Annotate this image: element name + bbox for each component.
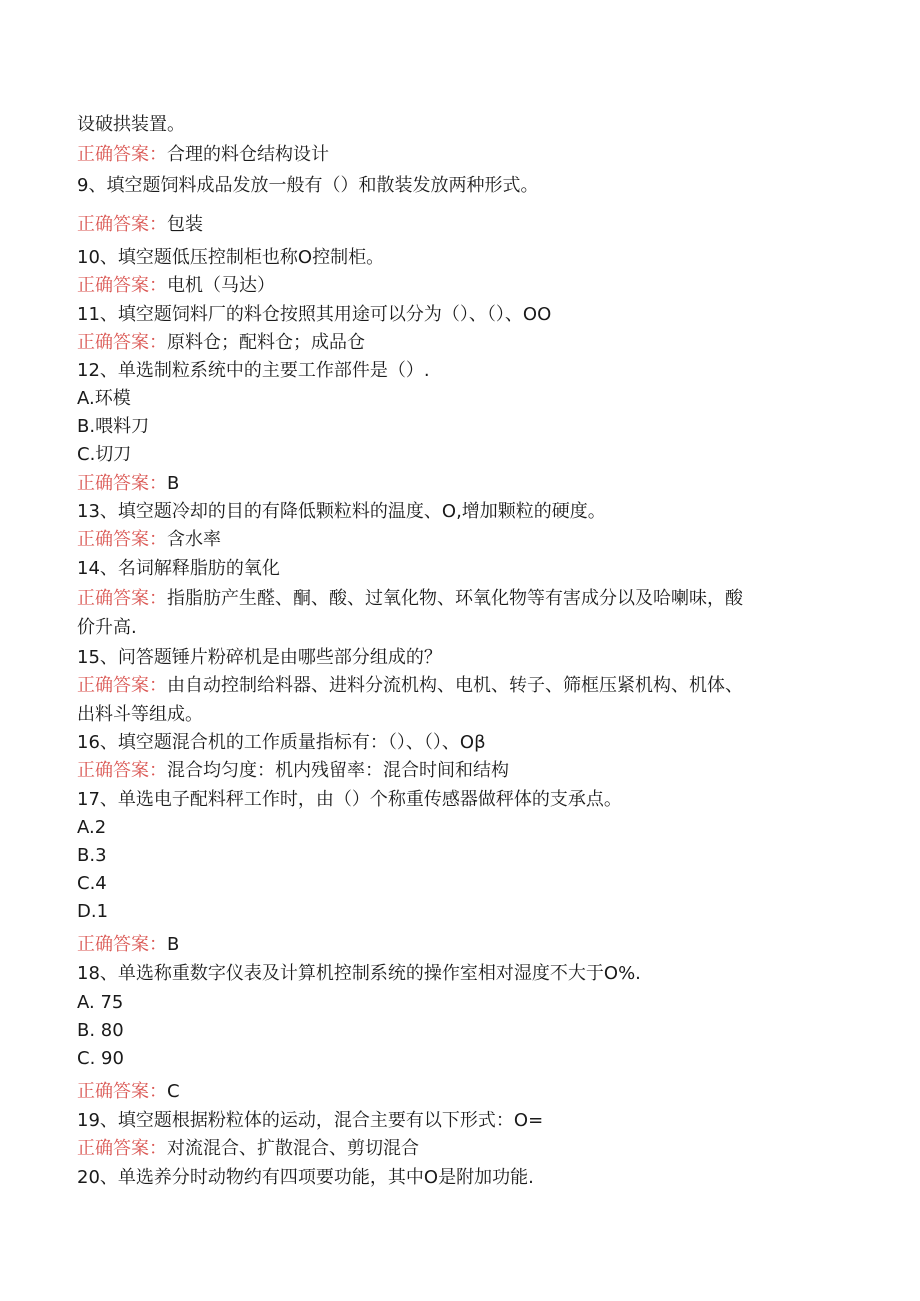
question-line: 17、单选电子配料秤工作时，由（）个称重传感器做秤体的支承点。	[77, 789, 622, 810]
answer-line: 正确答案：C	[77, 1081, 180, 1102]
answer-label: 正确答案：	[77, 588, 167, 609]
option-line: C. 90	[77, 1048, 124, 1069]
answer-line: 正确答案：合理的料仓结构设计	[77, 144, 329, 165]
answer-line: 正确答案：包装	[77, 214, 203, 235]
answer-label: 正确答案：	[77, 332, 167, 353]
question-line: 10、填空题低压控制柜也称O控制柜。	[77, 247, 385, 268]
text-line: 出料斗等组成。	[77, 704, 203, 725]
answer-label: 正确答案：	[77, 275, 167, 296]
text-line: 设破拱装置。	[77, 114, 185, 135]
answer-line: 正确答案：电机（马达）	[77, 275, 275, 296]
question-line: 11、填空题饲料厂的料仓按照其用途可以分为（）、（）、OO	[77, 304, 552, 325]
text-line: 价升高.	[77, 617, 137, 638]
answer-line: 正确答案：原料仓；配料仓；成品仓	[77, 332, 365, 353]
question-line: 9、填空题饲料成品发放一般有（）和散装发放两种形式。	[77, 175, 539, 196]
answer-line: 正确答案：B	[77, 934, 180, 955]
answer-label: 正确答案：	[77, 760, 167, 781]
option-line: C.切刀	[77, 444, 132, 465]
answer-label: 正确答案：	[77, 675, 167, 696]
question-line: 14、名词解释脂肪的氧化	[77, 558, 280, 579]
question-line: 16、填空题混合机的工作质量指标有：（）、（）、Oβ	[77, 732, 486, 753]
answer-line: 正确答案：对流混合、扩散混合、剪切混合	[77, 1138, 419, 1159]
question-line: 15、问答题锤片粉碎机是由哪些部分组成的？	[77, 647, 442, 668]
answer-label: 正确答案：	[77, 214, 167, 235]
option-line: D.1	[77, 901, 109, 922]
answer-label: 正确答案：	[77, 934, 167, 955]
option-line: A.2	[77, 817, 107, 838]
option-line: B. 80	[77, 1020, 124, 1041]
option-line: B.3	[77, 845, 107, 866]
answer-label: 正确答案：	[77, 529, 167, 550]
option-line: A.环模	[77, 388, 131, 409]
answer-line: 正确答案：指脂肪产生醛、酮、酸、过氧化物、环氧化物等有害成分以及哈喇味，酸	[77, 588, 743, 609]
question-line: 19、填空题根据粉粒体的运动，混合主要有以下形式：O=	[77, 1110, 544, 1131]
option-line: B.喂料刀	[77, 416, 150, 437]
question-line: 18、单选称重数字仪表及计算机控制系统的操作室相对湿度不大于O%.	[77, 963, 641, 984]
question-line: 13、填空题冷却的目的有降低颗粒料的温度、O,增加颗粒的硬度。	[77, 501, 606, 522]
option-line: A. 75	[77, 992, 124, 1013]
question-line: 20、单选养分时动物约有四项要功能，其中O是附加功能.	[77, 1167, 534, 1188]
answer-label: 正确答案：	[77, 1138, 167, 1159]
answer-line: 正确答案：含水率	[77, 529, 221, 550]
option-line: C.4	[77, 873, 107, 894]
answer-label: 正确答案：	[77, 144, 167, 165]
question-line: 12、单选制粒系统中的主要工作部件是（）.	[77, 360, 430, 381]
answer-line: 正确答案：混合均匀度：机内残留率：混合时间和结构	[77, 760, 509, 781]
answer-label: 正确答案：	[77, 1081, 167, 1102]
answer-line: 正确答案：B	[77, 473, 180, 494]
answer-label: 正确答案：	[77, 473, 167, 494]
answer-line: 正确答案：由自动控制给料器、进料分流机构、电机、转子、筛框压紧机构、机体、	[77, 675, 743, 696]
